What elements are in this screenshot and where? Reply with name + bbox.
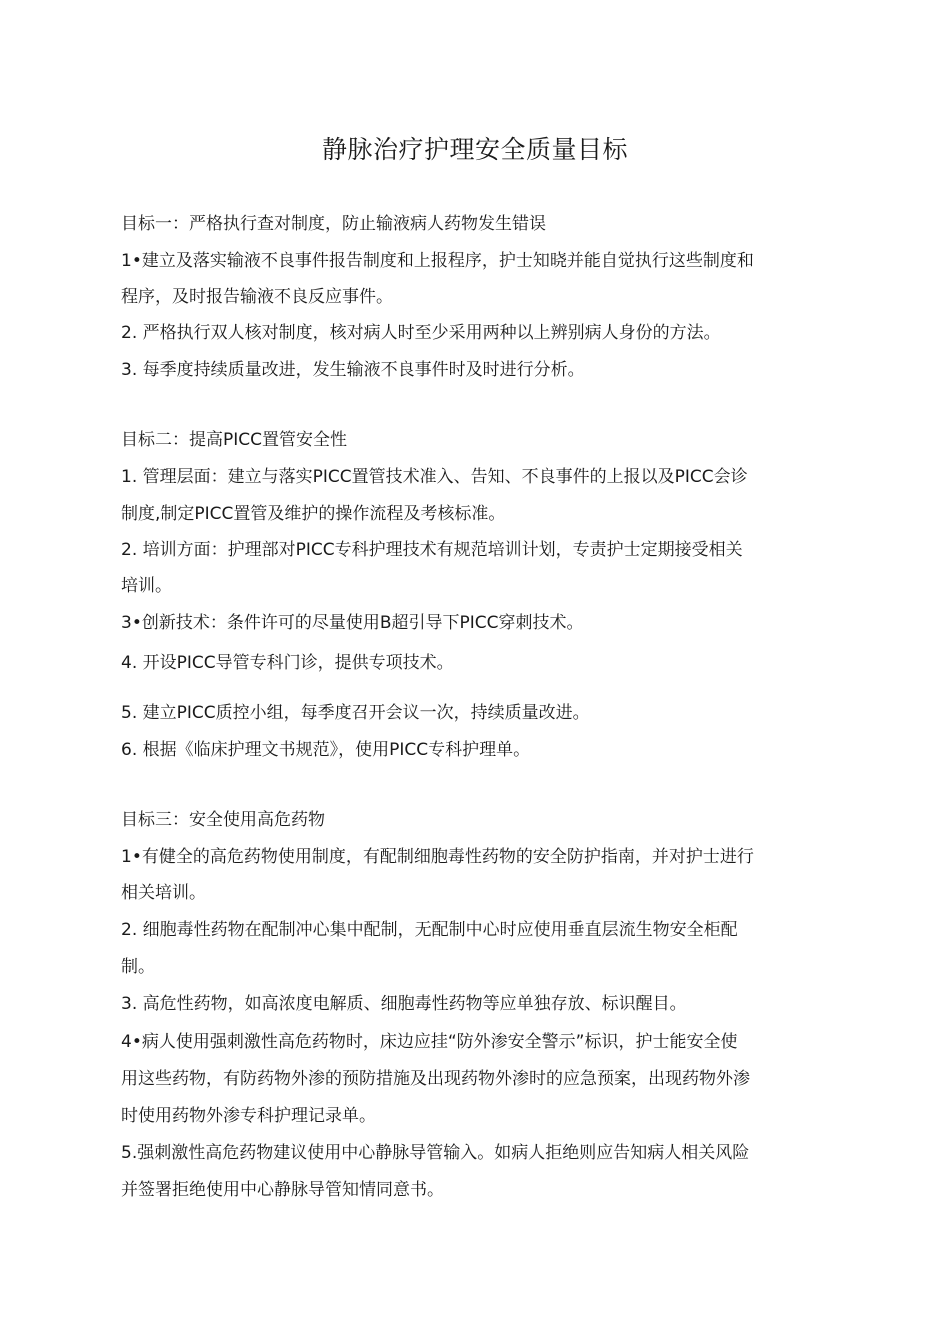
section-3-item-4-line-1: 4•病人使用强刺激性高危药物时，床边应挂“防外渗安全警示”标识，护士能安全使	[121, 1032, 738, 1052]
section-3-item-4-line-2: 用这些药物，有防药物外渗的预防措施及出现药物外渗时的应急预案，出现药物外渗	[121, 1069, 750, 1089]
section-2-item-3: 3•创新技术：条件许可的尽量使用B超引导下PICC穿刺技术。	[121, 613, 584, 633]
section-1-item-2: 2. 严格执行双人核对制度，核对病人时至少采用两种以上辨别病人身份的方法。	[121, 323, 721, 343]
section-3-item-2-line-1: 2. 细胞毒性药物在配制冲心集中配制，无配制中心时应使用垂直层流生物安全柜配	[121, 920, 738, 940]
section-1-heading: 目标一：严格执行查对制度，防止输液病人药物发生错误	[121, 214, 546, 234]
section-3-item-3: 3. 高危性药物，如高浓度电解质、细胞毒性药物等应单独存放、标识醒目。	[121, 994, 687, 1014]
section-3-item-1-line-1: 1•有健全的高危药物使用制度，有配制细胞毒性药物的安全防护指南，并对护士进行	[121, 847, 754, 867]
section-3-item-1-line-2: 相关培训。	[121, 883, 206, 903]
document-title: 静脉治疗护理安全质量目标	[321, 135, 628, 164]
section-3-item-4-line-3: 时使用药物外渗专科护理记录单。	[121, 1106, 376, 1126]
section-2-item-2-line-2: 培训。	[121, 576, 172, 596]
section-2-item-2-line-1: 2. 培训方面：护理部对PICC专科护理技术有规范培训计划，专责护士定期接受相关	[121, 540, 743, 560]
section-2-item-1-line-2: 制度,制定PICC置管及维护的操作流程及考核标准。	[121, 504, 506, 524]
section-1-item-1-line-1: 1•建立及落实输液不良事件报告制度和上报程序，护士知晓并能自觉执行这些制度和	[121, 251, 754, 271]
section-1-item-3: 3. 每季度持续质量改进，发生输液不良事件时及时进行分析。	[121, 360, 585, 380]
section-2-heading: 目标二：提高PICC置管安全性	[121, 430, 348, 450]
section-2-item-4: 4. 开设PICC导管专科门诊，提供专项技术。	[121, 653, 454, 673]
section-2-item-5: 5. 建立PICC质控小组，每季度召开会议一次，持续质量改进。	[121, 703, 590, 723]
section-1-item-1-line-2: 程序，及时报告输液不良反应事件。	[121, 287, 393, 307]
section-3-item-2-line-2: 制。	[121, 957, 155, 977]
section-2-item-1-line-1: 1. 管理层面：建立与落实PICC置管技术准入、告知、不良事件的上报以及PICC会诊	[121, 467, 748, 487]
section-2-item-6: 6. 根据《临床护理文书规范》，使用PICC专科护理单。	[121, 740, 531, 760]
section-3-item-5-line-1: 5.强刺激性高危药物建议使用中心静脉导管输入。如病人拒绝则应告知病人相关风险	[121, 1143, 750, 1163]
section-3-heading: 目标三：安全使用高危药物	[121, 810, 325, 830]
section-3-item-5-line-2: 并签署拒绝使用中心静脉导管知情同意书。	[121, 1180, 444, 1200]
